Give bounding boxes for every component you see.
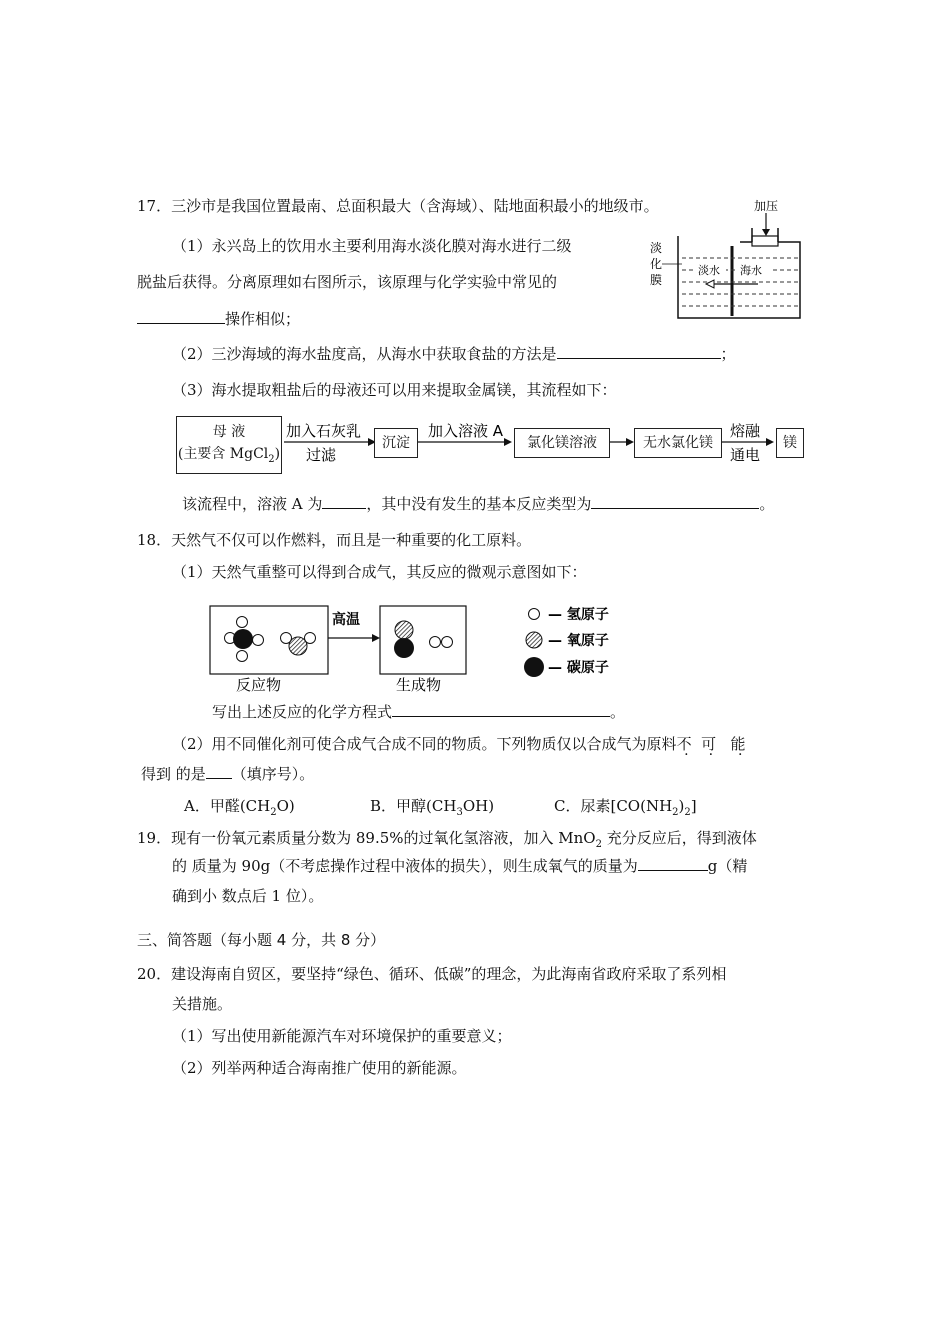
q20-line2: 关措施。 bbox=[172, 995, 233, 1013]
q18-equation-prompt: 写出上述反应的化学方程式 。 bbox=[212, 703, 626, 721]
q17-p1-line3: 操作相似； bbox=[137, 309, 300, 329]
answer-blank[interactable] bbox=[591, 494, 759, 509]
q20-p2: （2）列举两种适合海南推广使用的新能源。 bbox=[172, 1059, 467, 1077]
q18-option-b: B．甲醇$(CH_3OH)$ bbox=[370, 797, 495, 818]
q18-p2-line2: 得到 的是 （填序号）。 bbox=[141, 765, 315, 783]
q20-p1: （1）写出使用新能源汽车对环境保护的重要意义； bbox=[172, 1027, 512, 1045]
flow-step1-top: 加入石灰乳 bbox=[286, 422, 362, 440]
q17-p1-line1: （1）永兴岛上的饮用水主要利用海水淡化膜对海水进行二级 bbox=[172, 237, 572, 255]
q18-option-a: A．甲醛$(CH_2O)$ bbox=[184, 797, 295, 818]
q17-p1-line2: 脱盐后获得。分离原理如右图所示，该原理与化学实验中常见的 bbox=[137, 273, 558, 291]
q19-line1: 19．现有一份氧元素质量分数为 89.5%的过氧化氢溶液，加入 MnO$_2$ 充分反应后，得到液体 bbox=[137, 829, 757, 850]
answer-blank[interactable] bbox=[638, 856, 708, 871]
q17-p2: （2）三沙海域的海水盐度高，从海水中获取食盐的方法是 ； bbox=[172, 345, 736, 363]
products-label: 生成物 bbox=[396, 676, 442, 694]
q19-line2: 的 质量为 90g（不考虑操作过程中液体的损失），则生成氧气的质量为 g（精 bbox=[172, 857, 748, 875]
legend-carbon: — 碳原子 bbox=[548, 660, 609, 676]
q20-line1: 20．建设海南自贸区，要坚持“绿色、循环、低碳”的理念，为此海南省政府采取了系列相 bbox=[137, 965, 727, 983]
flow-step1-bottom: 过滤 bbox=[306, 446, 337, 464]
flow-magnesium: 镁 bbox=[776, 428, 804, 458]
answer-blank[interactable] bbox=[557, 344, 721, 359]
flow-step3-top: 熔融 bbox=[730, 422, 761, 440]
q18-option-c: C．尿素$[CO(NH_2)_2]$ bbox=[554, 797, 697, 818]
flow-step3-bottom: 通电 bbox=[730, 446, 761, 464]
section3-title: 三、简答题（每小题 4 分，共 8 分） bbox=[137, 931, 386, 949]
flow-anhydrous-mgcl2: 无水氯化镁 bbox=[634, 428, 722, 458]
q18-stem: 18．天然气不仅可以作燃料，而且是一种重要的化工原料。 bbox=[137, 531, 532, 549]
answer-blank[interactable] bbox=[137, 309, 225, 324]
fresh-water-label: 淡水 bbox=[698, 264, 720, 277]
q18-p1: （1）天然气重整可以得到合成气，其反应的微观示意图如下： bbox=[172, 563, 587, 581]
flow-mgcl2-solution: 氯化镁溶液 bbox=[514, 428, 610, 458]
desalination-diagram bbox=[648, 196, 808, 324]
q19-line3: 确到小 数点后 1 位）。 bbox=[172, 887, 324, 905]
flow-step2-top: 加入溶液 A bbox=[428, 422, 504, 440]
answer-blank[interactable] bbox=[206, 764, 232, 779]
flow-precipitate: 沉淀 bbox=[374, 428, 418, 458]
q17-p3: （3）海水提取粗盐后的母液还可以用来提取金属镁，其流程如下： bbox=[172, 381, 617, 399]
membrane-label-2: 化 bbox=[650, 257, 663, 271]
condition-label: 高温 bbox=[332, 612, 360, 628]
micro-reaction-diagram bbox=[206, 600, 646, 694]
answer-blank[interactable] bbox=[392, 702, 610, 717]
answer-blank[interactable] bbox=[322, 494, 366, 509]
membrane-label-1: 淡 bbox=[650, 241, 663, 255]
sea-water-label: 海水 bbox=[740, 264, 762, 277]
reactants-label: 反应物 bbox=[236, 676, 282, 694]
flow-mother-liquor: 母 液 (主要含 MgCl$_2$) bbox=[176, 416, 282, 474]
legend-oxygen: — 氧原子 bbox=[548, 633, 609, 649]
q17-stem: 17．三沙市是我国位置最南、总面积最大（含海域）、陆地面积最小的地级市。 bbox=[137, 197, 659, 215]
pressure-label: 加压 bbox=[754, 199, 779, 213]
membrane-label-3: 膜 bbox=[650, 273, 663, 287]
q17-flow-question: 该流程中，溶液 A 为 ，其中没有发生的基本反应类型为 。 bbox=[182, 495, 775, 513]
legend-hydrogen: — 氢原子 bbox=[548, 607, 609, 623]
q18-p2-line1: （2）用不同催化剂可使合成气合成不同的物质。下列物质仅以合成气为原料不 可 能 bbox=[172, 735, 746, 753]
